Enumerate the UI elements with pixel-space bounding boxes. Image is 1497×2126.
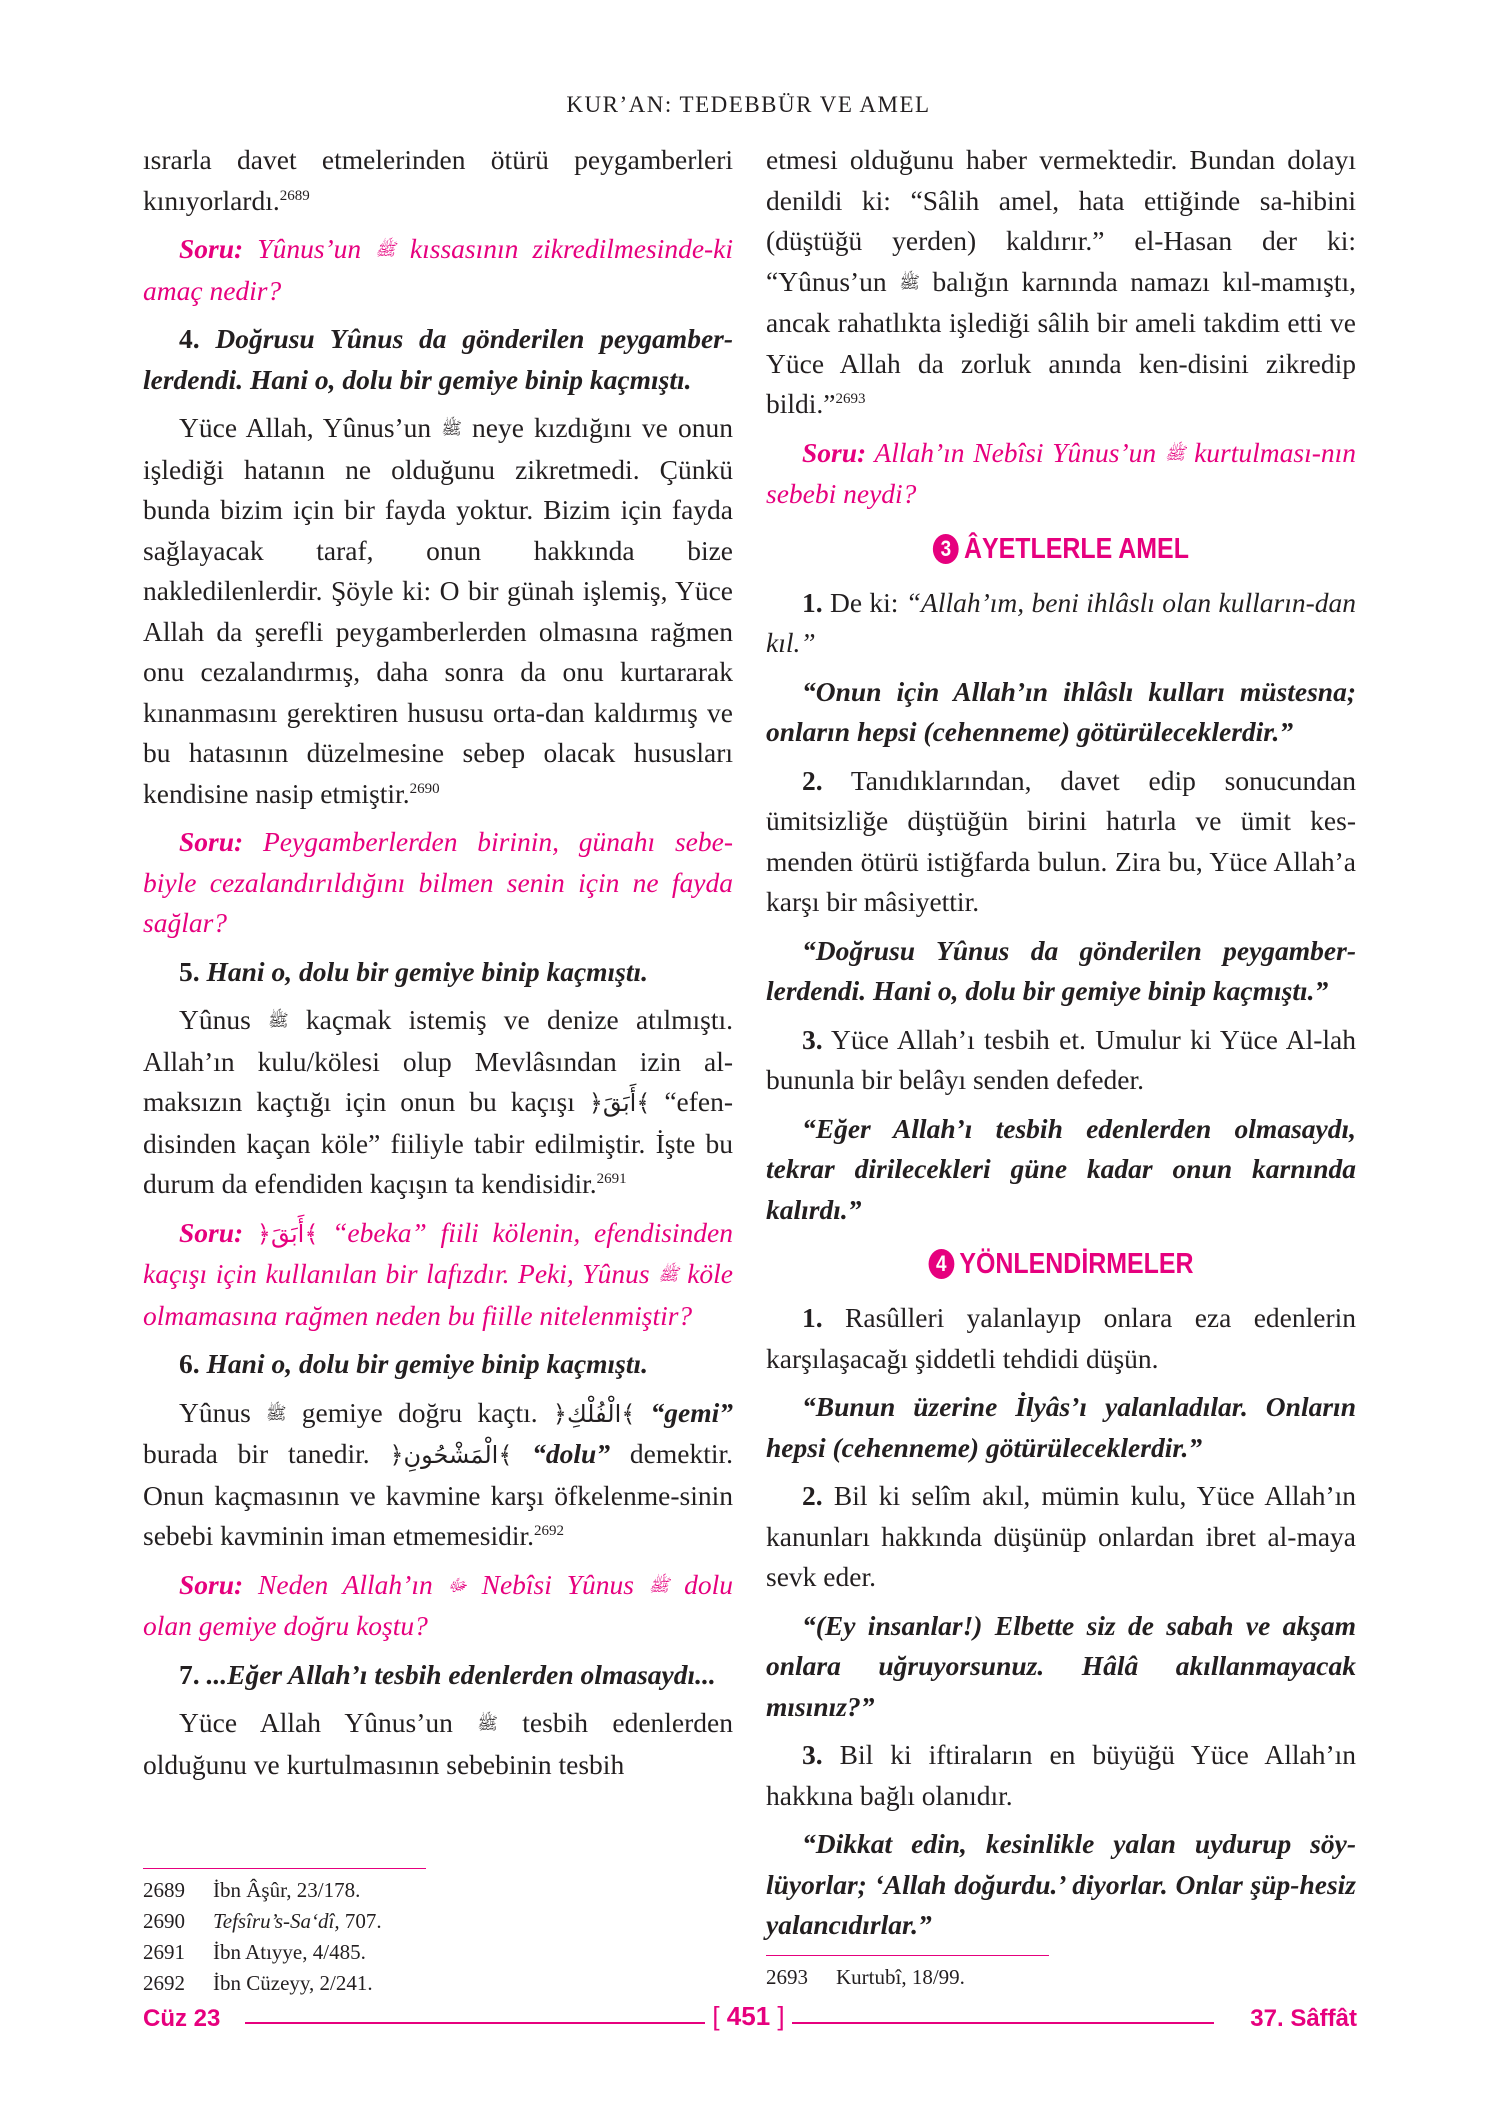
paragraph: 1. Rasûlleri yalanlayıp onlara eza edenlerin karşılaşacağı şiddetli tehdidi düşün. xyxy=(766,1302,1356,1374)
footnote: 2693 Kurtubî, 18/99. xyxy=(766,1965,965,1989)
verse: “Onun için Allah’ın ihlâslı kulları müstesna; onların hepsi (cehenneme) götürüleceklerdir.” xyxy=(766,675,1356,747)
verse: “Dikkat edin, kesinlikle yalan uydurup söy-lüyorlar; ‘Allah doğurdu.’ diyorlar. Onlar şüp-hesiz yalancıdırlar.” xyxy=(766,1828,1356,1940)
salutation-symbol: ﷺ xyxy=(268,1011,289,1030)
paragraph: Yûnus ﷺ gemiye doğru kaçtı. ﴿الْفُلْكِ﴾ “gemi” burada bir tanedir. ﴿الْمَشْحُونِ﴾ “dolu” demektir. Onun kaçmasının ve kavmine karşı öfkelenme-sinin sebebi kavminin iman etmemesidir.$^{2692}$ xyxy=(143,1396,734,1551)
verse: 5. Hani o, dolu bir gemiye binip kaçmıştı. xyxy=(179,955,649,987)
question-label: Soru: xyxy=(179,233,244,264)
verse: “(Ey insanlar!) Elbette siz de sabah ve akşam onlara uğruyorsunuz. Hâlâ akıllanmayacak mısınız?” xyxy=(766,1609,1356,1722)
right-column xyxy=(766,140,1356,1954)
verse: “Bunun üzerine İlyâs’ı yalanladılar. Onların hepsi (cehenneme) götürüleceklerdir.” xyxy=(766,1391,1356,1463)
footnote-ref[interactable]: 2693 xyxy=(835,390,866,407)
verse: 6. Hani o, dolu bir gemiye binip kaçmıştı. xyxy=(179,1348,649,1379)
question: Soru: Yûnus’un ﷺ kıssasının zikredilmesinde-ki amaç nedir? xyxy=(143,233,734,306)
footnote-ref[interactable]: 2689 xyxy=(279,187,310,204)
section-heading: 3 ÂYETLERLE AMEL xyxy=(807,529,1314,569)
paragraph: 2. Tanıdıklarından, davet edip sonucundan ümitsizliğe düştüğün birini hatırla ve ümit kes-menden ötürü istiğfarda bulun. Zira bu, Yüce Allah’a karşı bir mâsiyettir. xyxy=(766,764,1356,917)
section-number-badge: 3 xyxy=(933,534,959,564)
paragraph: 1. De ki: “Allah’ım, beni ihlâslı olan kulların-dan kıl.” xyxy=(766,586,1356,658)
salutation-symbol: ﷺ xyxy=(477,1714,498,1733)
salutation-symbol: ﷺ xyxy=(375,240,396,259)
footnote-rule xyxy=(143,1868,426,1869)
arabic-word: ﴿أَبَقَ﴾ xyxy=(588,1089,651,1117)
verse: 7. ...Eğer Allah’ı tesbih edenlerden olmasaydı... xyxy=(179,1658,716,1690)
paragraph: Yüce Allah Yûnus’un ﷺ tesbih edenlerden olduğunu ve kurtulmasının sebebinin tesbih xyxy=(143,1707,734,1780)
paragraph: Yüce Allah, Yûnus’un ﷺ neye kızdığını ve onun işlediği hatanın ne olduğunu zikretmedi. Çünkü bunda bizim için bir fayda yoktur. Bizim için fayda sağlayacak taraf, onun hakkında bize nakledilenlerdir. Şöyle ki: O bir günah işlemiş, Yüce Allah da şerefli peygamberlerden olmasına rağmen onu cezalandırmış, daha sonra da onu kurtararak kınanmasını gerektiren hususu orta-dan kaldırmış ve bu hatasının düzelmesine sebep olacak hususları kendisine nasip etmiştir.$^{2690}$ xyxy=(143,412,733,809)
paragraph: ısrarla davet etmelerinden ötürü peygamberleri kınıyorlardı.$^{2689}$ xyxy=(143,144,733,216)
verse: “Doğrusu Yûnus da gönderilen peygamber-lerdendi. Hani o, dolu bir gemiye binip kaçmıştı.” xyxy=(766,934,1356,1006)
celle-symbol: ﷻ xyxy=(447,1575,467,1595)
arabic-word: ﴿الْفُلْكِ﴾ xyxy=(552,1399,636,1428)
salutation-symbol: ﷺ xyxy=(899,272,920,292)
juz-label: Cüz 23 xyxy=(143,2005,221,2032)
footnote-ref[interactable]: 2692 xyxy=(534,1522,565,1539)
question: Soru: Allah’ın Nebîsi Yûnus’un ﷺ kurtulması-nın sebebi neydi? xyxy=(766,436,1357,509)
verse: “Eğer Allah’ı tesbih edenlerden olmasaydı, tekrar dirilecekleri güne kadar onun karnında kalırdı.” xyxy=(766,1112,1356,1225)
salutation-symbol: ﷺ xyxy=(1164,443,1186,463)
footnote-ref[interactable]: 2691 xyxy=(596,1170,627,1187)
page-footer xyxy=(0,2001,1497,2045)
paragraph: Yûnus ﷺ kaçmak istemiş ve denize atılmıştı. Allah’ın kulu/kölesi olup Mevlâsından izin al-maksızın kaçtığı için onun bu kaçışı ﴿أَبَقَ﴾ “efen-disinden kaçan köle” fiiliyle tabir edilmiştir. İşte bu durum da efendiden kaçışın ta kendisidir.$^{2691}$ xyxy=(143,1004,734,1199)
paragraph: 3. Bil ki iftiraların en büyüğü Yüce Allah’ın hakkına bağlı olanıdır. xyxy=(766,1739,1357,1811)
salutation-symbol: ﷺ xyxy=(441,419,462,438)
question: Soru: Peygamberlerden birinin, günahı sebe-biyle cezalandırıldığını bilmen senin için ne fayda sağlar? xyxy=(143,826,733,938)
left-column xyxy=(143,140,733,1793)
section-heading: 4 YÖNLENDİRMELER xyxy=(807,1244,1314,1284)
question: Soru: ﴿أَبَقَ﴾ “ebeka” fiili kölenin, efendisinden kaçışı için kullanılan bir lafızdır. Peki, Yûnus ﷺ köle olmamasına rağmen neden bu fiille nitelenmiştir? xyxy=(143,1216,734,1331)
footnote-ref[interactable]: 2690 xyxy=(409,780,440,797)
footnote: 2692 İbn Cüzeyy, 2/241. xyxy=(143,1971,373,1995)
salutation-symbol: ﷺ xyxy=(266,1403,287,1423)
question-label: Soru: xyxy=(179,1216,244,1248)
paragraph: 3. Yüce Allah’ı tesbih et. Umulur ki Yüce Al-lah bununla bir belâyı senden defeder. xyxy=(766,1023,1356,1095)
sura-label: 37. Sâffât xyxy=(1250,2005,1357,2032)
page-number: [ 451 ] xyxy=(712,2001,785,2031)
running-title: KUR’AN: TEDEBBÜR VE AMEL xyxy=(566,92,931,117)
question-label: Soru: xyxy=(179,1568,244,1600)
footer-rule xyxy=(792,2022,1214,2024)
arabic-word: ﴿أَبَقَ﴾ xyxy=(256,1219,319,1248)
question-label: Soru: xyxy=(802,436,867,468)
paragraph: 2. Bil ki selîm akıl, mümin kulu, Yüce Allah’ın kanunları hakkında düşünüp onlardan ibret al-maya sevk eder. xyxy=(766,1480,1356,1592)
section-number-badge: 4 xyxy=(928,1249,954,1279)
footnote: 2690 Tefsîru’s-Sa‘dî, 707. xyxy=(143,1909,382,1933)
footnote-rule xyxy=(766,1955,1049,1956)
question-label: Soru: xyxy=(179,826,244,857)
salutation-symbol: ﷺ xyxy=(648,1575,670,1595)
footnote: 2691 İbn Atıyye, 4/485. xyxy=(143,1940,366,1964)
question: Soru: Neden Allah’ın ﷻ Nebîsi Yûnus ﷺ dolu olan gemiye doğru koştu? xyxy=(143,1568,734,1641)
footnote: 2689 İbn Âşûr, 23/178. xyxy=(143,1878,361,1902)
paragraph: etmesi olduğunu haber vermektedir. Bundan dolayı denildi ki: “Sâlih amel, hata ettiğinde sa-hibini (düştüğü yerden) kaldırır.” el-Hasan der ki: “Yûnus’un ﷺ balığın karnında namazı kıl-mamıştı, ancak rahatlıkta işlediği sâlih bir ameli takdim etti ve Yüce Allah da zorluk anında ken-disini zikredip bildi.”$^{2693}$ xyxy=(766,144,1356,419)
arabic-word: ﴿الْمَشْحُونِ﴾ xyxy=(389,1441,513,1469)
verse: 4. Doğrusu Yûnus da gönderilen peygamber-lerdendi. Hani o, dolu bir gemiye binip kaçmıştı. xyxy=(143,323,734,395)
salutation-symbol: ﷺ xyxy=(658,1265,679,1284)
